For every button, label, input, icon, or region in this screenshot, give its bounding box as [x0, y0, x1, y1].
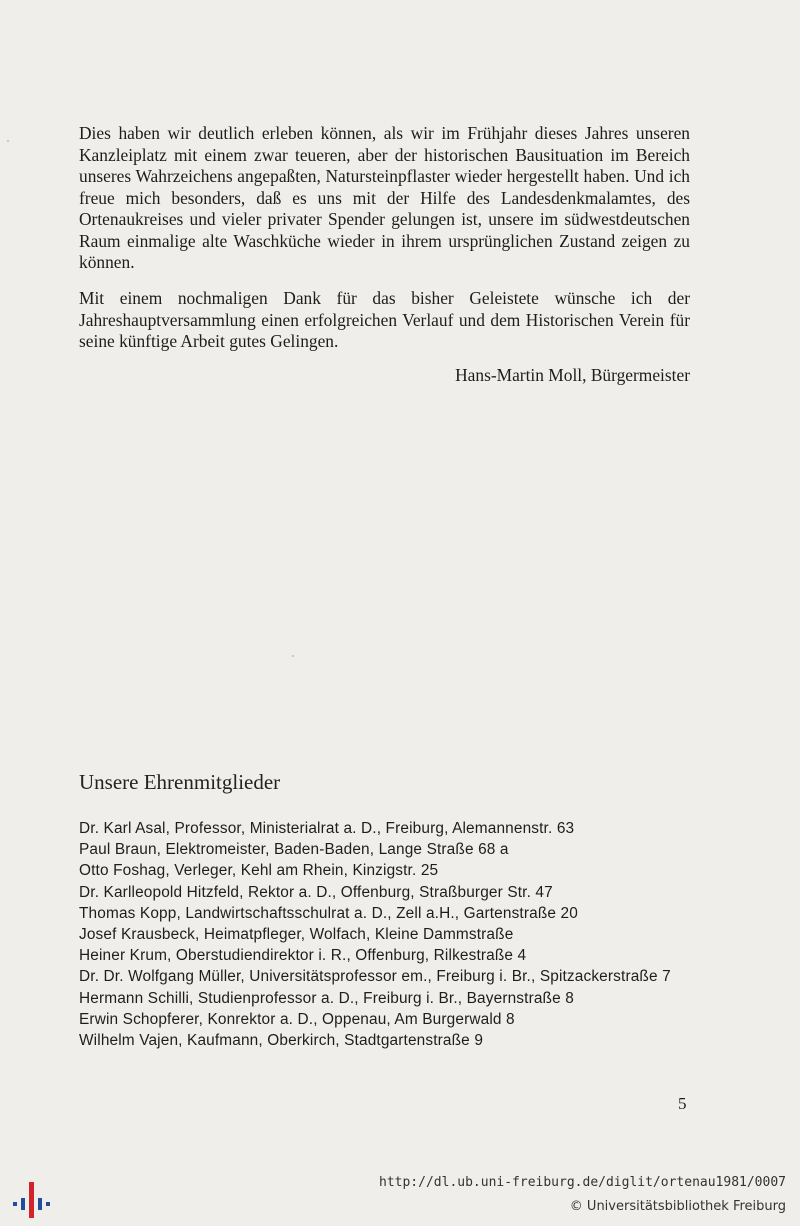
source-url-link[interactable]: http://dl.ub.uni-freiburg.de/diglit/ortenau1981/0007	[379, 1175, 786, 1190]
body-paragraph-1: Dies haben wir deutlich erleben können, als wir im Frühjahr dieses Jahres unseren Kanzleiplatz mit einem zwar teueren, aber der historischen Bausituation im Bereich unseres Wahrzeichens angepaßten, Natursteinpflaster wieder hergestellt haben. Und ich freue mich besonders, daß es uns mit der Hilfe des Landesdenkmalamtes, des Ortenaukreises und vieler privater Spender gelungen ist, unsere im südwestdeutschen Raum einmalige alte Waschküche wieder in ihrem ursprünglichen Zustand zeigen zu können.	[79, 123, 690, 272]
list-item: Otto Foshag, Verleger, Kehl am Rhein, Kinzigstr. 25	[79, 862, 439, 880]
list-item: Hermann Schilli, Studienprofessor a. D., Freiburg i. Br., Bayernstraße 8	[79, 989, 574, 1007]
body-paragraph-2: Mit einem nochmaligen Dank für das bisher Geleistete wünsche ich der Jahreshauptversammlung einen erfolgreichen Verlauf und dem Historischen Verein für seine künftige Arbeit gutes Gelingen.	[79, 288, 690, 351]
list-item: Josef Krausbeck, Heimatpfleger, Wolfach, Kleine Dammstraße	[79, 926, 514, 944]
ub-freiburg-logo-icon	[12, 1180, 52, 1220]
list-item: Dr. Karlleopold Hitzfeld, Rektor a. D., Offenburg, Straßburger Str. 47	[79, 883, 553, 901]
list-item: Paul Braun, Elektromeister, Baden-Baden, Lange Straße 68 a	[79, 841, 509, 859]
signature: Hans-Martin Moll, Bürgermeister	[455, 365, 690, 385]
list-item: Heiner Krum, Oberstudiendirektor i. R., Offenburg, Rilkestraße 4	[79, 947, 527, 965]
scan-speck	[7, 140, 9, 142]
list-item: Wilhelm Vajen, Kaufmann, Oberkirch, Stadtgartenstraße 9	[79, 1032, 484, 1050]
list-item: Erwin Schopferer, Konrektor a. D., Oppenau, Am Burgerwald 8	[79, 1010, 515, 1028]
section-heading: Unsere Ehrenmitglieder	[79, 770, 281, 794]
page-number: 5	[678, 1094, 687, 1113]
scan-speck	[292, 655, 294, 657]
copyright-notice: © Universitätsbibliothek Freiburg	[569, 1199, 786, 1214]
honorary-members-list	[79, 818, 719, 1051]
list-item: Dr. Karl Asal, Professor, Ministerialrat a. D., Freiburg, Alemannenstr. 63	[79, 820, 575, 837]
list-item: Dr. Dr. Wolfgang Müller, Universitätsprofessor em., Freiburg i. Br., Spitzackerstraße 7	[79, 968, 671, 986]
list-item: Thomas Kopp, Landwirtschaftsschulrat a. D., Zell a.H., Gartenstraße 20	[79, 904, 578, 922]
